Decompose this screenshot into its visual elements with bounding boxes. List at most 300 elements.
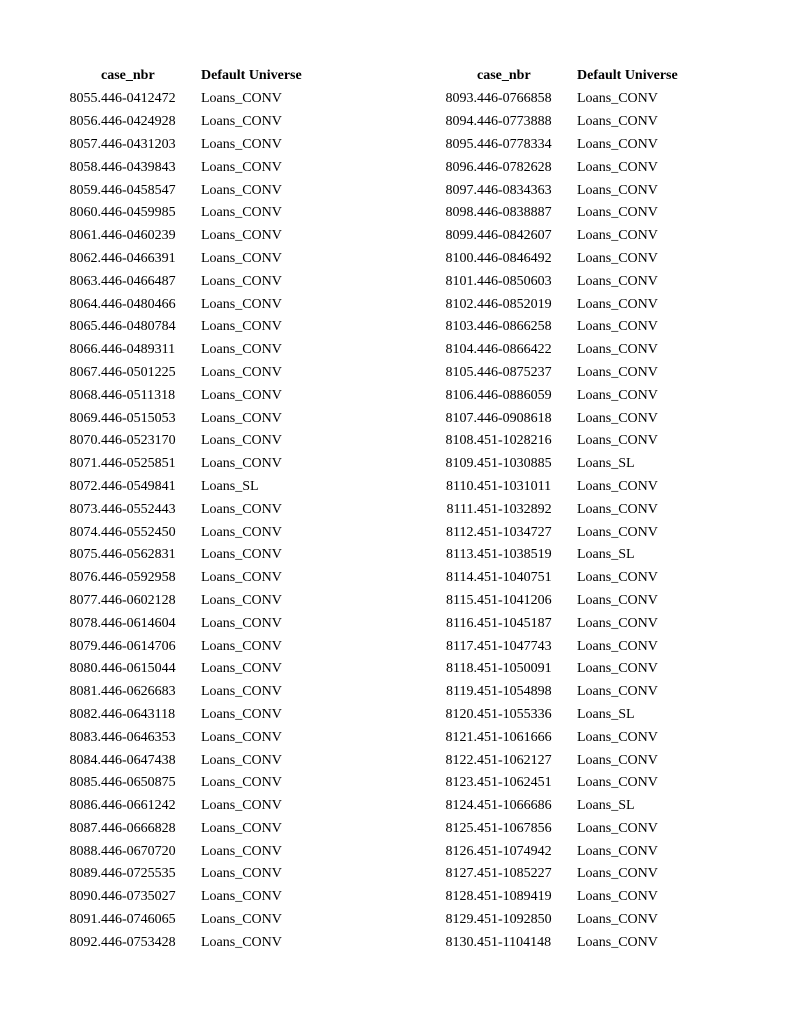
default-universe-cell: Loans_CONV [201,273,282,289]
row-number: 8084. [69,752,101,768]
table-row [48,248,302,271]
default-universe-cell: Loans_SL [577,456,635,472]
row-number: 8075. [69,547,101,563]
case-nbr-cell: 451-1050091 [477,661,552,677]
row-number: 8058. [69,159,101,175]
row-number: 8128. [445,889,477,905]
row-number: 8117. [446,638,477,654]
row-number: 8109. [445,456,477,472]
default-universe-cell: Loans_CONV [201,91,282,107]
table-row [48,270,302,293]
case-nbr-cell: 446-0782628 [477,159,552,175]
case-nbr-cell: 446-0489311 [101,342,176,358]
default-universe-cell: Loans_CONV [577,615,658,631]
table-row [424,931,678,954]
table-row [48,544,302,567]
case-nbr-cell: 446-0602128 [101,592,176,608]
table-row [424,704,678,727]
default-universe-cell: Loans_CONV [577,866,658,882]
table-row [424,407,678,430]
default-universe-cell: Loans_CONV [577,319,658,335]
case-nbr-cell: 446-0439843 [101,159,176,175]
default-universe-cell: Loans_CONV [577,729,658,745]
table-row [424,635,678,658]
table-row [424,134,678,157]
case-nbr-cell: 446-0852019 [477,296,552,312]
table-row [48,863,302,886]
default-universe-cell: Loans_CONV [577,136,658,152]
row-number: 8096. [445,159,477,175]
row-number: 8121. [445,729,477,745]
case-nbr-cell: 446-0886059 [477,387,552,403]
row-number: 8055. [69,91,101,107]
row-number: 8074. [69,524,101,540]
case-nbr-cell: 446-0614706 [101,638,176,654]
default-universe-cell: Loans_CONV [577,433,658,449]
row-number: 8104. [445,342,477,358]
case-nbr-cell: 446-0459985 [101,205,176,221]
case-nbr-cell: 451-1092850 [477,912,552,928]
row-number: 8129. [445,912,477,928]
row-number: 8069. [69,410,101,426]
default-universe-cell: Loans_CONV [201,934,282,950]
default-universe-cell: Loans_CONV [577,273,658,289]
case-nbr-cell: 446-0525851 [101,456,176,472]
case-nbr-cell: 446-0661242 [101,798,176,814]
row-number: 8057. [69,136,101,152]
default-universe-cell: Loans_SL [577,798,635,814]
case-nbr-cell: 446-0412472 [101,91,176,107]
table-row [424,772,678,795]
default-universe-cell: Loans_CONV [201,205,282,221]
row-number: 8112. [446,524,477,540]
default-universe-cell: Loans_CONV [577,342,658,358]
table-row [424,88,678,111]
case-nbr-cell: 446-0834363 [477,182,552,198]
default-universe-cell: Loans_CONV [201,547,282,563]
row-number: 8097. [445,182,477,198]
table-row [424,840,678,863]
case-nbr-cell: 446-0466391 [101,250,176,266]
default-universe-header: Default Universe [577,68,678,83]
case-nbr-cell: 446-0592958 [101,570,176,586]
case-table-left [48,64,302,954]
row-number: 8115. [446,592,477,608]
row-number: 8107. [445,410,477,426]
default-universe-cell: Loans_CONV [577,205,658,221]
row-number: 8108. [445,433,477,449]
table-row [48,749,302,772]
case-nbr-cell: 446-0773888 [477,114,552,130]
case-nbr-cell: 446-0846492 [477,250,552,266]
table-row [48,521,302,544]
case-nbr-cell: 446-0866422 [477,342,552,358]
header-row [424,64,678,88]
case-nbr-cell: 451-1032892 [477,501,552,517]
case-nbr-cell: 451-1038519 [477,547,552,563]
row-number: 8070. [69,433,101,449]
case-nbr-cell: 446-0515053 [101,410,176,426]
case-nbr-cell: 446-0480466 [101,296,176,312]
default-universe-cell: Loans_SL [201,478,259,494]
table-row [424,567,678,590]
row-number: 8067. [69,364,101,380]
default-universe-cell: Loans_CONV [201,661,282,677]
case-nbr-cell: 446-0511318 [101,387,176,403]
case-nbr-header: case_nbr [477,68,531,83]
row-number: 8059. [69,182,101,198]
default-universe-cell: Loans_CONV [577,250,658,266]
table-row [48,772,302,795]
case-nbr-cell: 451-1028216 [477,433,552,449]
default-universe-cell: Loans_CONV [577,91,658,107]
table-row [48,453,302,476]
row-number: 8082. [69,706,101,722]
default-universe-header: Default Universe [201,68,302,83]
case-nbr-cell: 446-0460239 [101,228,176,244]
row-number: 8089. [69,866,101,882]
table-row [48,88,302,111]
default-universe-cell: Loans_CONV [201,638,282,654]
table-row [424,612,678,635]
table-row [424,476,678,499]
row-number: 8111. [446,501,477,517]
table-row [424,544,678,567]
case-nbr-cell: 451-1054898 [477,684,552,700]
row-number: 8110. [446,478,477,494]
table-row [48,658,302,681]
case-nbr-cell: 446-0842607 [477,228,552,244]
row-number: 8088. [69,843,101,859]
default-universe-cell: Loans_CONV [577,159,658,175]
default-universe-cell: Loans_CONV [201,752,282,768]
table-row [424,726,678,749]
row-number: 8061. [69,228,101,244]
row-number: 8118. [446,661,477,677]
table-row [48,384,302,407]
case-nbr-cell: 446-0431203 [101,136,176,152]
row-number: 8113. [446,547,477,563]
row-number: 8063. [69,273,101,289]
table-row [424,111,678,134]
default-universe-cell: Loans_CONV [201,820,282,836]
case-nbr-cell: 451-1034727 [477,524,552,540]
default-universe-cell: Loans_SL [577,547,635,563]
row-number: 8087. [69,820,101,836]
row-number: 8081. [69,684,101,700]
default-universe-cell: Loans_CONV [577,501,658,517]
table-row [424,156,678,179]
row-number: 8095. [445,136,477,152]
row-number: 8080. [69,661,101,677]
case-nbr-cell: 451-1067856 [477,820,552,836]
default-universe-cell: Loans_CONV [201,798,282,814]
default-universe-cell: Loans_CONV [201,228,282,244]
case-nbr-cell: 446-0424928 [101,114,176,130]
default-universe-cell: Loans_CONV [577,410,658,426]
right-table-body [424,88,678,954]
row-number: 8098. [445,205,477,221]
row-number: 8077. [69,592,101,608]
row-number: 8130. [445,934,477,950]
default-universe-cell: Loans_CONV [201,296,282,312]
table-row [48,567,302,590]
case-nbr-cell: 451-1085227 [477,866,552,882]
default-universe-cell: Loans_CONV [201,570,282,586]
row-number: 8122. [445,752,477,768]
case-nbr-cell: 451-1055336 [477,706,552,722]
default-universe-cell: Loans_CONV [201,433,282,449]
case-nbr-cell: 451-1040751 [477,570,552,586]
case-nbr-cell: 451-1047743 [477,638,552,654]
row-number: 8056. [69,114,101,130]
row-number: 8086. [69,798,101,814]
row-number: 8060. [69,205,101,221]
default-universe-cell: Loans_CONV [577,228,658,244]
table-row [48,931,302,954]
default-universe-cell: Loans_CONV [577,820,658,836]
row-number: 8073. [69,501,101,517]
default-universe-cell: Loans_CONV [201,456,282,472]
row-number: 8085. [69,775,101,791]
table-row [48,498,302,521]
case-nbr-cell: 446-0549841 [101,478,176,494]
case-nbr-cell: 446-0646353 [101,729,176,745]
default-universe-cell: Loans_CONV [577,387,658,403]
default-universe-cell: Loans_CONV [201,182,282,198]
case-nbr-cell: 446-0466487 [101,273,176,289]
case-nbr-cell: 446-0523170 [101,433,176,449]
table-row [424,818,678,841]
default-universe-cell: Loans_CONV [201,912,282,928]
case-nbr-cell: 446-0778334 [477,136,552,152]
table-row [48,635,302,658]
case-nbr-cell: 446-0643118 [101,706,176,722]
table-row [48,339,302,362]
default-universe-cell: Loans_CONV [577,775,658,791]
row-number: 8072. [69,478,101,494]
row-number: 8099. [445,228,477,244]
row-number: 8062. [69,250,101,266]
case-nbr-cell: 446-0746065 [101,912,176,928]
case-nbr-cell: 446-0501225 [101,364,176,380]
row-number: 8102. [445,296,477,312]
case-nbr-cell: 446-0875237 [477,364,552,380]
case-table-right [424,64,678,954]
table-row [424,521,678,544]
row-number: 8103. [445,319,477,335]
table-row [48,795,302,818]
case-nbr-cell: 446-0615044 [101,661,176,677]
case-nbr-cell: 451-1041206 [477,592,552,608]
case-nbr-cell: 446-0562831 [101,547,176,563]
default-universe-cell: Loans_CONV [577,296,658,312]
table-row [48,316,302,339]
case-nbr-cell: 451-1062451 [477,775,552,791]
case-nbr-cell: 446-0666828 [101,820,176,836]
default-universe-cell: Loans_CONV [577,182,658,198]
table-row [424,886,678,909]
table-row [424,362,678,385]
case-nbr-cell: 446-0766858 [477,91,552,107]
table-row [424,658,678,681]
default-universe-cell: Loans_CONV [201,889,282,905]
default-universe-cell: Loans_CONV [577,592,658,608]
table-row [424,590,678,613]
row-number: 8127. [445,866,477,882]
default-universe-cell: Loans_CONV [577,934,658,950]
row-number: 8116. [446,615,477,631]
row-number: 8106. [445,387,477,403]
table-row [424,863,678,886]
case-nbr-cell: 446-0552443 [101,501,176,517]
row-number: 8083. [69,729,101,745]
table-row [48,612,302,635]
case-nbr-cell: 451-1074942 [477,843,552,859]
row-number: 8114. [446,570,477,586]
default-universe-cell: Loans_CONV [201,866,282,882]
default-universe-cell: Loans_CONV [201,364,282,380]
case-nbr-header: case_nbr [101,68,155,83]
table-row [48,156,302,179]
default-universe-cell: Loans_CONV [201,387,282,403]
table-row [424,384,678,407]
row-number: 8064. [69,296,101,312]
default-universe-cell: Loans_CONV [577,638,658,654]
default-universe-cell: Loans_CONV [201,706,282,722]
case-nbr-cell: 451-1030885 [477,456,552,472]
default-universe-cell: Loans_CONV [577,684,658,700]
header-row [48,64,302,88]
default-universe-cell: Loans_SL [577,706,635,722]
row-number: 8094. [445,114,477,130]
table-row [48,590,302,613]
table-row [424,316,678,339]
default-universe-cell: Loans_CONV [201,342,282,358]
default-universe-cell: Loans_CONV [201,136,282,152]
row-number: 8119. [446,684,477,700]
table-row [48,111,302,134]
table-row [424,681,678,704]
table-row [424,339,678,362]
right-column [424,64,678,954]
default-universe-cell: Loans_CONV [577,752,658,768]
row-number: 8100. [445,250,477,266]
case-nbr-cell: 446-0480784 [101,319,176,335]
table-row [424,909,678,932]
default-universe-cell: Loans_CONV [201,684,282,700]
case-nbr-cell: 446-0725535 [101,866,176,882]
default-universe-cell: Loans_CONV [201,729,282,745]
row-number: 8076. [69,570,101,586]
table-row [48,407,302,430]
row-number: 8078. [69,615,101,631]
table-row [424,453,678,476]
default-universe-cell: Loans_CONV [201,159,282,175]
default-universe-cell: Loans_CONV [577,843,658,859]
row-number: 8066. [69,342,101,358]
row-number: 8093. [445,91,477,107]
row-number-header [424,64,477,88]
table-row [48,179,302,202]
default-universe-cell: Loans_CONV [577,912,658,928]
case-nbr-cell: 446-0866258 [477,319,552,335]
case-nbr-cell: 446-0753428 [101,934,176,950]
row-number: 8125. [445,820,477,836]
row-number: 8071. [69,456,101,472]
case-nbr-cell: 451-1062127 [477,752,552,768]
default-universe-cell: Loans_CONV [201,843,282,859]
default-universe-cell: Loans_CONV [201,592,282,608]
row-number: 8065. [69,319,101,335]
default-universe-cell: Loans_CONV [201,501,282,517]
default-universe-cell: Loans_CONV [201,775,282,791]
case-nbr-cell: 446-0670720 [101,843,176,859]
case-nbr-cell: 451-1104148 [477,934,552,950]
table-row [424,430,678,453]
default-universe-cell: Loans_CONV [577,570,658,586]
case-nbr-cell: 446-0647438 [101,752,176,768]
row-number: 8092. [69,934,101,950]
row-number: 8123. [445,775,477,791]
table-row [424,293,678,316]
left-table-body [48,88,302,954]
table-row [424,795,678,818]
table-row [48,840,302,863]
table-row [424,270,678,293]
case-nbr-cell: 451-1061666 [477,729,552,745]
row-number: 8101. [445,273,477,289]
row-number: 8126. [445,843,477,859]
default-universe-cell: Loans_CONV [201,319,282,335]
row-number: 8079. [69,638,101,654]
case-nbr-cell: 446-0614604 [101,615,176,631]
row-number-header [48,64,101,88]
table-row [48,225,302,248]
table-row [48,909,302,932]
default-universe-cell: Loans_CONV [201,250,282,266]
default-universe-cell: Loans_CONV [577,524,658,540]
table-row [424,248,678,271]
table-row [48,362,302,385]
row-number: 8091. [69,912,101,928]
table-row [424,749,678,772]
table-row [48,476,302,499]
default-universe-cell: Loans_CONV [577,661,658,677]
table-row [48,293,302,316]
case-nbr-cell: 451-1031011 [477,478,552,494]
table-row [424,179,678,202]
table-row [48,430,302,453]
case-nbr-cell: 451-1066686 [477,798,552,814]
table-row [424,498,678,521]
table-row [424,202,678,225]
case-nbr-cell: 446-0735027 [101,889,176,905]
table-row [48,818,302,841]
case-nbr-cell: 446-0626683 [101,684,176,700]
table-row [48,134,302,157]
default-universe-cell: Loans_CONV [201,410,282,426]
default-universe-cell: Loans_CONV [201,524,282,540]
table-row [48,681,302,704]
row-number: 8090. [69,889,101,905]
default-universe-cell: Loans_CONV [577,364,658,380]
row-number: 8105. [445,364,477,380]
table-row [48,202,302,225]
default-universe-cell: Loans_CONV [577,478,658,494]
row-number: 8120. [445,706,477,722]
left-column [48,64,302,954]
